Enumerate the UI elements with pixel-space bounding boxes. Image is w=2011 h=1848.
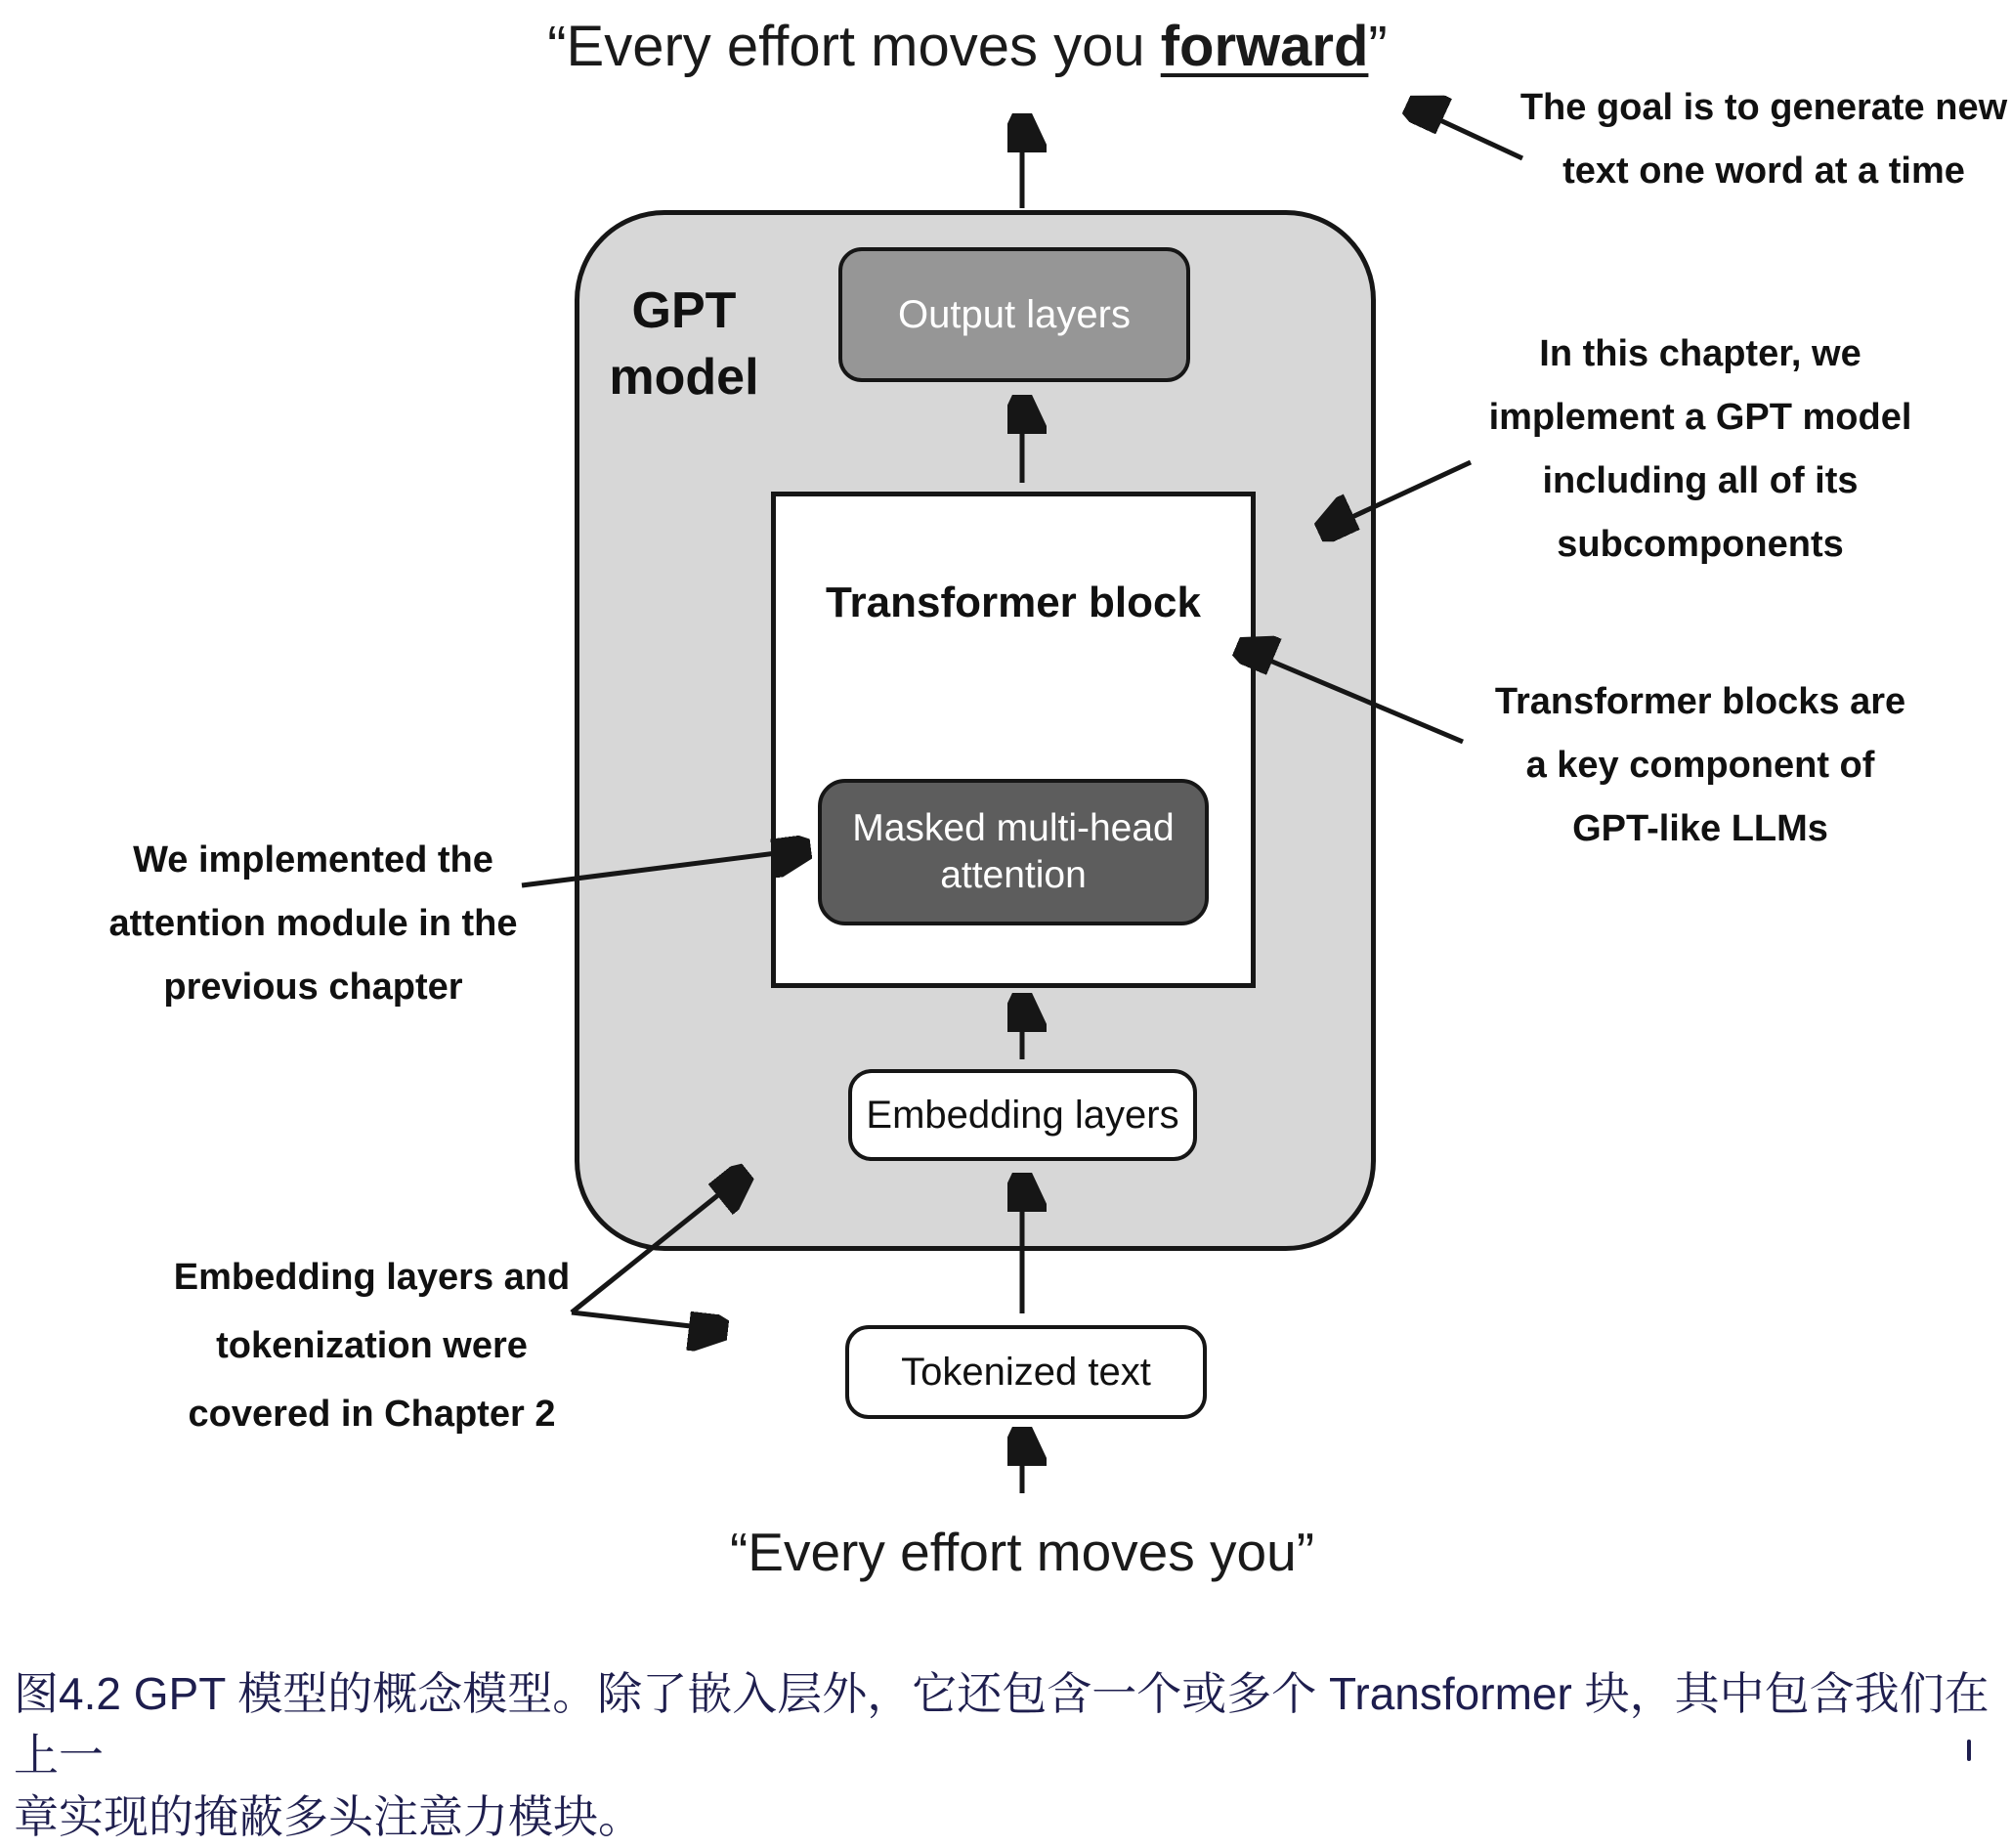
masked-attention-label-line: attention [940, 854, 1087, 896]
annotation-embedding-line: covered in Chapter 2 [188, 1394, 556, 1435]
embedding-layers-label: Embedding layers [866, 1093, 1179, 1137]
figure-caption-line: 图4.2 GPT 模型的概念模型。除了嵌入层外，它还包含一个或多个 Transformer 块，其中包含我们在上一 [14, 1668, 1990, 1781]
arrow-tokenization-annotation [572, 1312, 716, 1329]
gpt-model-label-line: GPT [631, 282, 737, 339]
annotation-chapter-line: implement a GPT model [1488, 397, 1912, 438]
quote-prefix: “Every effort moves you [547, 15, 1161, 78]
annotation-transformer-line: GPT-like LLMs [1572, 808, 1828, 849]
annotation-chapter-line: including all of its [1542, 460, 1859, 501]
tokenized-text-box [845, 1325, 1207, 1419]
masked-attention-label-line: Masked multi-head [852, 807, 1175, 849]
annotation-attention [96, 829, 531, 1019]
tokenized-text-label: Tokenized text [901, 1350, 1151, 1394]
annotation-goal [1519, 76, 2008, 203]
transformer-block-title: Transformer block [826, 579, 1201, 626]
annotation-transformer-line: Transformer blocks are [1494, 681, 1906, 722]
masked-attention-box [818, 779, 1209, 925]
arrow-goal-annotation [1417, 109, 1522, 158]
annotation-attention-line: previous chapter [163, 967, 463, 1008]
generated-text-quote [0, 14, 1935, 79]
figure-caption-line: 章实现的掩蔽多头注意力模块。 [14, 1791, 643, 1842]
input-text-quote: “Every effort moves you” [729, 1522, 1315, 1582]
figure-caption [14, 1663, 1997, 1848]
annotation-goal-line: The goal is to generate new [1519, 87, 2008, 128]
annotation-embedding-line: Embedding layers and [173, 1257, 571, 1298]
embedding-layers-box [848, 1069, 1197, 1161]
annotation-attention-line: attention module in the [108, 903, 518, 944]
annotation-transformer-line: a key component of [1525, 745, 1875, 786]
annotation-attention-line: We implemented the [133, 839, 493, 881]
annotation-chapter-line: In this chapter, we [1539, 333, 1861, 374]
annotation-embedding-line: tokenization were [216, 1325, 528, 1366]
output-layers-label: Output layers [898, 292, 1131, 336]
gpt-model-label [586, 278, 782, 410]
gpt-model-label-line: model [609, 349, 759, 406]
annotation-goal-line: text one word at a time [1562, 150, 1965, 192]
annotation-embedding [154, 1243, 589, 1448]
output-layers-box [838, 247, 1190, 382]
text-cursor [1967, 1740, 1971, 1761]
annotation-transformer [1446, 670, 1954, 861]
annotation-chapter [1446, 322, 1954, 577]
quote-highlight-forward: forward [1160, 15, 1369, 78]
quote-suffix: ” [1368, 15, 1388, 78]
annotation-chapter-line: subcomponents [1557, 524, 1844, 565]
